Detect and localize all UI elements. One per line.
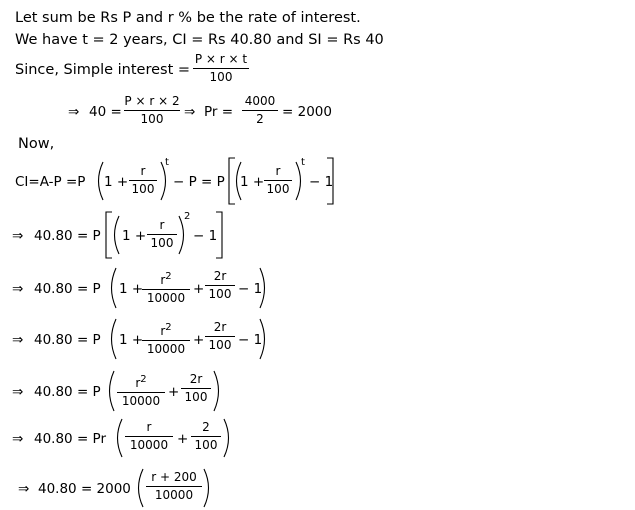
open-paren-icon xyxy=(237,162,242,200)
open-bracket-icon xyxy=(229,158,235,204)
close-paren-icon xyxy=(214,371,219,411)
open-paren-icon xyxy=(110,371,115,411)
close-paren-icon xyxy=(296,162,301,200)
si-lead: Since, Simple interest = xyxy=(15,62,191,78)
open-paren-icon xyxy=(139,469,144,507)
open-paren-icon xyxy=(112,268,117,308)
implies-symbol: ⇒ xyxy=(68,104,80,120)
open-paren-icon xyxy=(99,162,104,200)
intro-line: Let sum be Rs P and r % be the rate of interest. xyxy=(15,10,361,26)
pr-value-fraction: 4000 2 xyxy=(242,94,278,127)
si-numerator: P × r × t xyxy=(194,52,248,66)
lhs-40: 40 = xyxy=(89,104,122,120)
open-bracket-icon xyxy=(106,212,112,258)
close-paren-icon xyxy=(260,268,265,308)
open-paren-icon xyxy=(118,419,123,457)
implies-symbol: ⇒ xyxy=(184,104,196,120)
close-paren-icon xyxy=(179,216,184,254)
close-paren-icon xyxy=(204,469,209,507)
close-bracket-icon xyxy=(216,212,222,258)
pr2-fraction: P × r × 2 100 xyxy=(124,94,180,126)
close-paren-icon xyxy=(161,162,166,200)
open-paren-icon xyxy=(115,216,120,254)
pr-equals: Pr = xyxy=(204,104,234,120)
close-bracket-icon xyxy=(327,158,333,204)
given-line: We have t = 2 years, CI = Rs 40.80 and SI = Rs 40 xyxy=(15,32,384,48)
pr-result: = 2000 xyxy=(282,104,332,120)
close-paren-icon xyxy=(260,319,265,359)
close-paren-icon xyxy=(224,419,229,457)
now-label: Now, xyxy=(18,136,55,152)
open-paren-icon xyxy=(112,319,117,359)
si-denominator: 100 xyxy=(209,70,233,84)
